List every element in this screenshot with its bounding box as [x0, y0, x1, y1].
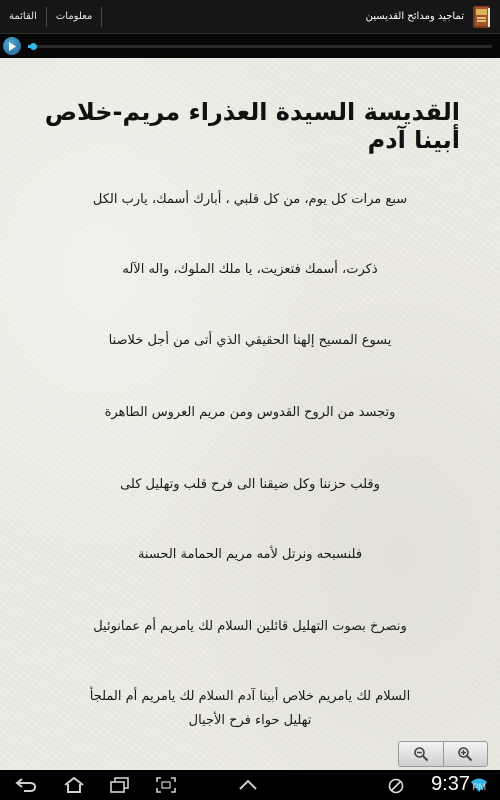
clock-time[interactable]: 9:37 — [431, 773, 470, 795]
action-bar — [0, 0, 500, 34]
seek-bar[interactable] — [28, 45, 492, 48]
zoom-controls — [398, 741, 488, 767]
play-button[interactable] — [3, 37, 21, 55]
verse-line: يسوع المسيح إلهنا الحقيقي الذي أتى من أجل خلاصنا — [108, 333, 392, 348]
recent-apps-button[interactable] — [108, 777, 132, 797]
up-arrow-icon — [236, 777, 260, 793]
zoom-in-icon — [457, 746, 473, 762]
verse-line: تهليل حواء فرح الأجيال — [188, 713, 312, 728]
verse-line: ذكرت، أسمك فتعزيت، يا ملك الملوك، واله الآله — [122, 262, 378, 277]
verse-line: وقلب حزننا وكل ضيقنا الى فرح قلب وتهليل كلى — [120, 477, 380, 492]
expand-tray-button[interactable] — [236, 777, 260, 797]
menu-group — [0, 0, 102, 33]
audio-player-bar — [0, 34, 500, 58]
zoom-out-button[interactable] — [399, 742, 443, 766]
screenshot-icon — [154, 777, 178, 793]
app-title: تماجيد ومدائح القديسين — [365, 11, 464, 22]
zoom-in-button[interactable] — [443, 742, 488, 766]
recent-apps-icon — [108, 777, 132, 793]
verse-line: سبع مرات كل يوم، من كل قلبي ، أبارك أسمك، يارب الكل — [92, 192, 408, 207]
back-icon — [14, 777, 38, 793]
prayer-content[interactable] — [0, 58, 500, 770]
menu-item-list[interactable]: القائمة — [9, 11, 37, 22]
app-title-group[interactable] — [366, 0, 500, 33]
verse-line: فلنسبحه ونرتل لأمه مريم الحمامة الحسنة — [137, 547, 363, 562]
screenshot-button[interactable] — [154, 777, 178, 797]
menu-item-info[interactable]: معلومات — [55, 11, 93, 22]
home-icon — [62, 777, 86, 793]
verse-line: ونصرخ بصوت التهليل قائلين السلام لك يامريم أم عمانوئيل — [93, 619, 407, 634]
verse-line: السلام لك يامريم خلاص أبينا آدم السلام لك يامريم أم الملجأ — [89, 689, 411, 704]
sound-off-indicator — [388, 778, 404, 798]
home-button[interactable] — [62, 777, 86, 797]
menu-divider — [101, 7, 102, 27]
play-icon — [8, 42, 16, 51]
book-app-icon — [470, 4, 494, 30]
clock-ampm: PM — [472, 782, 486, 792]
prayer-title: القديسة السيدة العذراء مريم-خلاص أبينا آدم — [44, 98, 460, 154]
back-button[interactable] — [14, 777, 38, 797]
no-sound-icon — [388, 778, 404, 794]
seek-bar-thumb[interactable] — [30, 43, 37, 50]
zoom-out-icon — [413, 746, 429, 762]
system-nav-bar — [0, 770, 500, 800]
verse-line: وتجسد من الروح القدوس ومن مريم العروس الطاهرة — [104, 405, 396, 420]
